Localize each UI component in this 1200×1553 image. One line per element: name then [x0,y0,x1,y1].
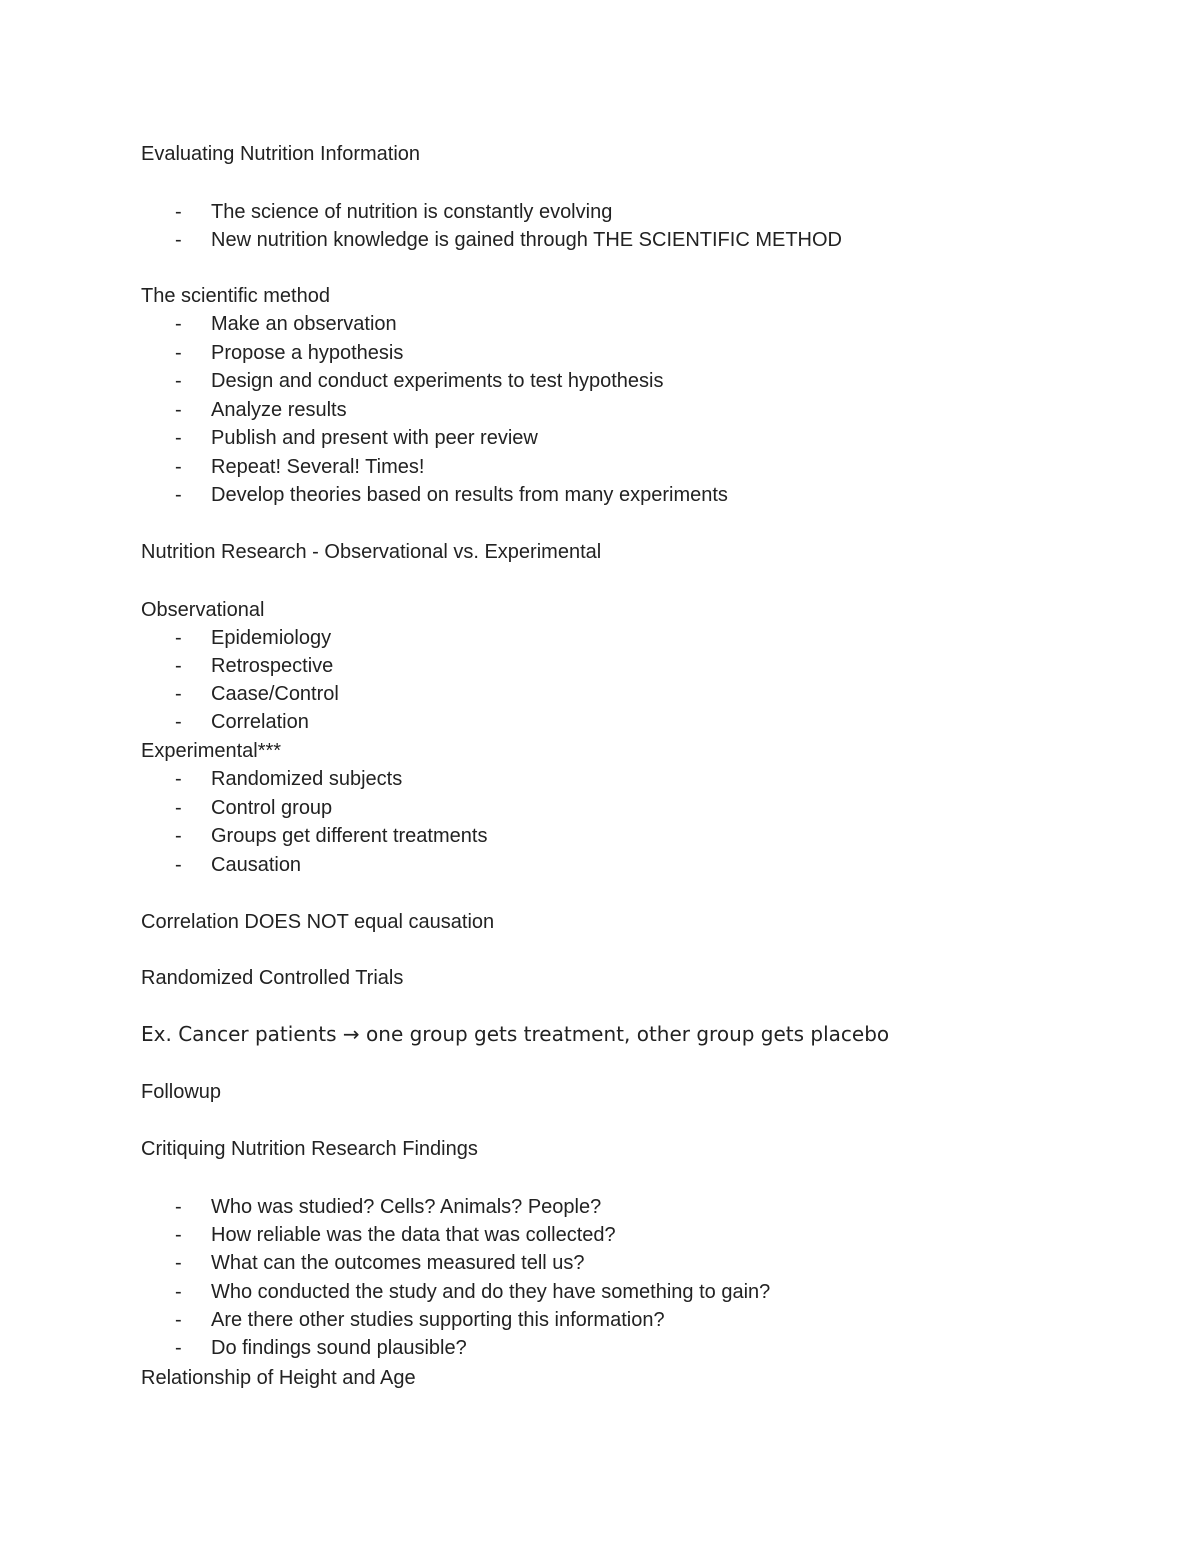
bullet-dash: - [175,797,182,819]
bullet-dash: - [175,201,182,223]
bullet-dash: - [175,456,182,478]
bullet-dash: - [175,768,182,790]
section-heading-rct: Randomized Controlled Trials [141,967,404,989]
bullet-dash: - [175,370,182,392]
bullet-dash: - [175,1309,182,1331]
bullet-dash: - [175,1196,182,1218]
bullet-dash: - [175,1252,182,1274]
bullet-dash: - [175,399,182,421]
bullet-dash: - [175,655,182,677]
section-heading-critiquing: Critiquing Nutrition Research Findings [141,1138,478,1160]
correlation-note: Correlation DOES NOT equal causation [141,911,495,933]
bullet-dash: - [175,229,182,251]
bullet-dash: - [175,854,182,876]
section-heading-nutrition-research: Nutrition Research - Observational vs. Experimental [141,541,602,563]
followup-text: Followup [141,1081,222,1103]
bullet-dash: - [175,427,182,449]
document-title: Evaluating Nutrition Information [141,143,421,165]
bullet-dash: - [175,313,182,335]
section-heading-scientific-method: The scientific method [141,285,330,307]
bullet-dash: - [175,1224,182,1246]
bullet-dash: - [175,711,182,733]
bullet-dash: - [175,342,182,364]
document-page: Evaluating Nutrition Information - The science of nutrition is constantly evolving - New nutrition knowledge is gained through THE SCIENTIFIC METHOD The scientific method - Make an observation - Propose a hypothesis - Design and conduct experiments to test hypothesis - Analyze results - Publish and present with peer review - Repeat! Several! Times! - Develop theories based on results from many experiments Nutrition Research - Observational vs. Experimental Observational - Epidemiology - Retrospective - Caase/Control - Correlation Experimental*** - Randomized subjects - Control group - Groups get different treatments - Causation Correlation DOES NOT equal causation Randomized Controlled Trials Ex. Cancer patients → one group gets treatment, other group gets placebo Followup Critiquing Nutrition Research Findings - Who was studied? Cells? Animals? People? - How reliable was the data that was collected? - What can the outcomes measured tell us? - Who conducted the study and do they have something to gain? - Are there other studies supporting this information? - Do findings sound plausible? Relationship of Height and Age [0,0,1200,1553]
bullet-dash: - [175,683,182,705]
example-text: Ex. Cancer patients → one group gets treatment, other group gets placebo [141,1022,890,1046]
bullet-dash: - [175,627,182,649]
subheading-experimental: Experimental*** [141,740,282,762]
subheading-observational: Observational [141,599,265,621]
section-heading-height-age: Relationship of Height and Age [141,1367,416,1389]
bullet-dash: - [175,484,182,506]
bullet-dash: - [175,1337,182,1359]
bullet-dash: - [175,825,182,847]
bullet-dash: - [175,1281,182,1303]
